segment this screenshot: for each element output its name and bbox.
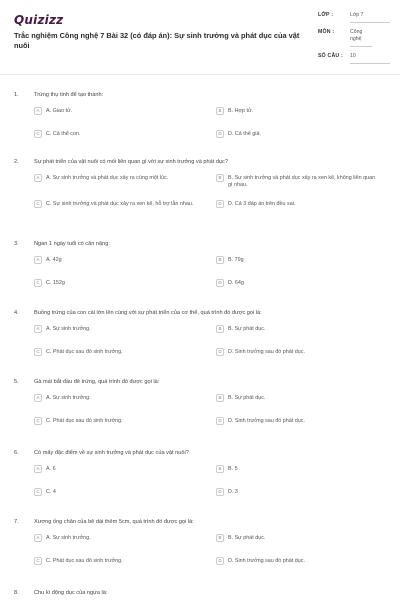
option-letter-box: B: [216, 174, 224, 182]
question-text: Ngan 1 ngày tuổi có cân nặng:: [34, 241, 110, 247]
question-item: [14, 241, 386, 294]
answer-option[interactable]: [216, 535, 378, 542]
question-text: Gà mái bắt đầu đẻ trứng, quá trình đó được gọi là:: [34, 379, 160, 385]
option-text: C. Sự sinh trưởng và phát dục xảy ra xen kẽ, hỗ trợ lẫn nhau.: [46, 201, 194, 207]
question-number: 7.: [14, 519, 19, 525]
question-text: Buồng trứng của con cái lớn lên cùng với sự phát triển của cơ thể, quá trình đó được gọi là:: [34, 310, 262, 316]
question-head: [14, 379, 386, 386]
option-letter-box: D: [216, 200, 224, 208]
question-number: 4.: [14, 310, 19, 316]
answer-option[interactable]: [34, 489, 196, 496]
answer-options: [34, 108, 386, 145]
answer-option[interactable]: [216, 466, 378, 473]
option-text: D. Cả 3 đáp án trên đều sai.: [228, 201, 296, 207]
question-number: 8.: [14, 590, 19, 596]
option-text: B. 5: [228, 466, 238, 472]
option-text: D. Sinh trưởng sau đó phát dục.: [228, 418, 305, 424]
answer-option[interactable]: [34, 201, 196, 208]
page-title: Trắc nghiệm Công nghệ 7 Bài 32 (có đáp án): Sự sinh trưởng và phát dục của vật nuôi: [14, 31, 300, 50]
option-text: C. Phát dục sau đó sinh trưởng.: [46, 349, 123, 355]
option-letter-box: C: [34, 488, 42, 496]
option-text: A. 42g: [46, 257, 62, 263]
option-text: B. 79g: [228, 257, 244, 263]
option-text: A. 6: [46, 466, 56, 472]
option-text: C. Phát dục sau đó sinh trưởng.: [46, 558, 123, 564]
option-letter-box: A: [34, 256, 42, 264]
meta-value: Lớp 7: [350, 12, 390, 23]
option-letter-box: C: [34, 279, 42, 287]
answer-option[interactable]: [34, 349, 196, 356]
option-letter-box: A: [34, 465, 42, 473]
option-text: D. Cả thể giả.: [228, 131, 261, 137]
question-item: [14, 519, 386, 572]
question-item: [14, 92, 386, 145]
option-text: C. 4: [46, 489, 56, 495]
question-text: Có mấy đặc điểm về sự sinh trưởng và phát dục của vật nuôi?: [34, 450, 189, 456]
meta-key: MÔN :: [318, 29, 335, 35]
answer-option[interactable]: [34, 131, 196, 138]
option-letter-box: B: [216, 256, 224, 264]
answer-option[interactable]: [34, 535, 196, 542]
question-head: [14, 310, 386, 317]
answer-option[interactable]: [216, 489, 378, 496]
answer-option[interactable]: [216, 280, 378, 287]
option-letter-box: B: [216, 325, 224, 333]
question-head: [14, 519, 386, 526]
question-head: [14, 92, 386, 99]
question-number: 5.: [14, 379, 19, 385]
option-text: B. Sự phát dục.: [228, 326, 266, 332]
answer-option[interactable]: [34, 418, 196, 425]
question-text: Sự phát triển của vật nuôi có mối liên quan gì với sự sinh trưởng và phát dục?: [34, 159, 228, 165]
option-text: B. Sự sinh trưởng và phát dục xảy ra xen kẽ, không liên quan gì nhau.: [228, 175, 376, 188]
option-letter-box: A: [34, 107, 42, 115]
option-text: D. Sinh trưởng sau đó phát dục.: [228, 558, 305, 564]
meta-key: SỐ CÂU :: [318, 53, 343, 59]
option-letter-box: A: [34, 534, 42, 542]
worksheet-header: [0, 0, 400, 75]
answer-option[interactable]: [34, 558, 196, 565]
option-text: C. Phát dục sau đó sinh trưởng.: [46, 418, 123, 424]
question-number: 3.: [14, 241, 19, 247]
option-text: C. Cả thể con.: [46, 131, 81, 137]
answer-options: [34, 466, 386, 503]
answer-option[interactable]: [216, 257, 378, 264]
option-letter-box: B: [216, 394, 224, 402]
question-head: [14, 450, 386, 457]
answer-option[interactable]: [216, 395, 378, 402]
option-letter-box: D: [216, 417, 224, 425]
option-letter-box: C: [34, 417, 42, 425]
option-letter-box: B: [216, 465, 224, 473]
option-letter-box: C: [34, 200, 42, 208]
answer-option[interactable]: [216, 326, 378, 333]
answer-option[interactable]: [216, 418, 378, 425]
question-text: Trứng thụ tinh để tạo thành:: [34, 92, 104, 98]
option-letter-box: D: [216, 557, 224, 565]
answer-option[interactable]: [34, 466, 196, 473]
answer-option[interactable]: [216, 175, 378, 188]
option-letter-box: A: [34, 174, 42, 182]
meta-row-class: [318, 12, 390, 23]
answer-option[interactable]: [216, 108, 378, 115]
option-text: A. Sự sinh trưởng.: [46, 395, 91, 401]
answer-options: [34, 257, 386, 294]
question-head: [14, 590, 386, 597]
worksheet-meta: [318, 12, 390, 70]
answer-option[interactable]: [216, 131, 378, 138]
quizizz-logo: Quizizz: [14, 13, 64, 27]
answer-options: [34, 535, 386, 572]
question-item: [14, 590, 386, 597]
meta-row-subject: [318, 29, 390, 47]
meta-row-count: [318, 53, 390, 64]
answer-option[interactable]: [216, 201, 378, 208]
option-text: A. Sự sinh trưởng và phát dục xảy ra cùng một lúc.: [46, 175, 169, 181]
answer-option[interactable]: [216, 349, 378, 356]
answer-options: [34, 326, 386, 363]
option-letter-box: B: [216, 107, 224, 115]
option-letter-box: C: [34, 130, 42, 138]
answer-option[interactable]: [34, 257, 196, 264]
question-text: Chu kì động dục của ngựa là:: [34, 590, 108, 596]
option-text: B. Sự phát dục.: [228, 395, 266, 401]
answer-option[interactable]: [34, 108, 196, 115]
question-number: 6.: [14, 450, 19, 456]
option-text: A. Sự sinh trưởng.: [46, 535, 91, 541]
option-text: D. Sinh trưởng sau đó phát dục.: [228, 349, 305, 355]
option-letter-box: C: [34, 557, 42, 565]
question-number: 1.: [14, 92, 19, 98]
option-letter-box: C: [34, 348, 42, 356]
meta-value: Công nghệ: [350, 29, 372, 47]
option-text: A. Sự sinh trưởng.: [46, 326, 91, 332]
question-text: Xương ống chân của bê dài thêm 5cm, quá trình đó được gọi là:: [34, 519, 194, 525]
question-head: [14, 159, 386, 166]
option-letter-box: D: [216, 488, 224, 496]
question-item: [14, 310, 386, 363]
option-letter-box: A: [34, 394, 42, 402]
option-text: D. 3: [228, 489, 238, 495]
option-letter-box: B: [216, 534, 224, 542]
answer-option[interactable]: [34, 280, 196, 287]
option-letter-box: D: [216, 130, 224, 138]
meta-key: LỚP :: [318, 12, 334, 18]
answer-option[interactable]: [216, 558, 378, 565]
option-text: C. 152g: [46, 280, 65, 286]
answer-option[interactable]: [34, 175, 196, 182]
option-text: D. 64g: [228, 280, 244, 286]
question-number: 2.: [14, 159, 19, 165]
answer-options: [34, 395, 386, 432]
question-item: [14, 450, 386, 503]
answer-option[interactable]: [34, 395, 196, 402]
option-letter-box: A: [34, 325, 42, 333]
option-letter-box: D: [216, 279, 224, 287]
question-head: [14, 241, 386, 248]
answer-options: [34, 175, 386, 215]
option-text: B. Sự phát dục.: [228, 535, 266, 541]
answer-option[interactable]: [34, 326, 196, 333]
option-text: A. Giao tử.: [46, 108, 73, 114]
option-text: B. Hợp tử.: [228, 108, 254, 114]
meta-value: 10: [350, 53, 390, 64]
question-item: [14, 159, 386, 215]
option-letter-box: D: [216, 348, 224, 356]
question-item: [14, 379, 386, 432]
